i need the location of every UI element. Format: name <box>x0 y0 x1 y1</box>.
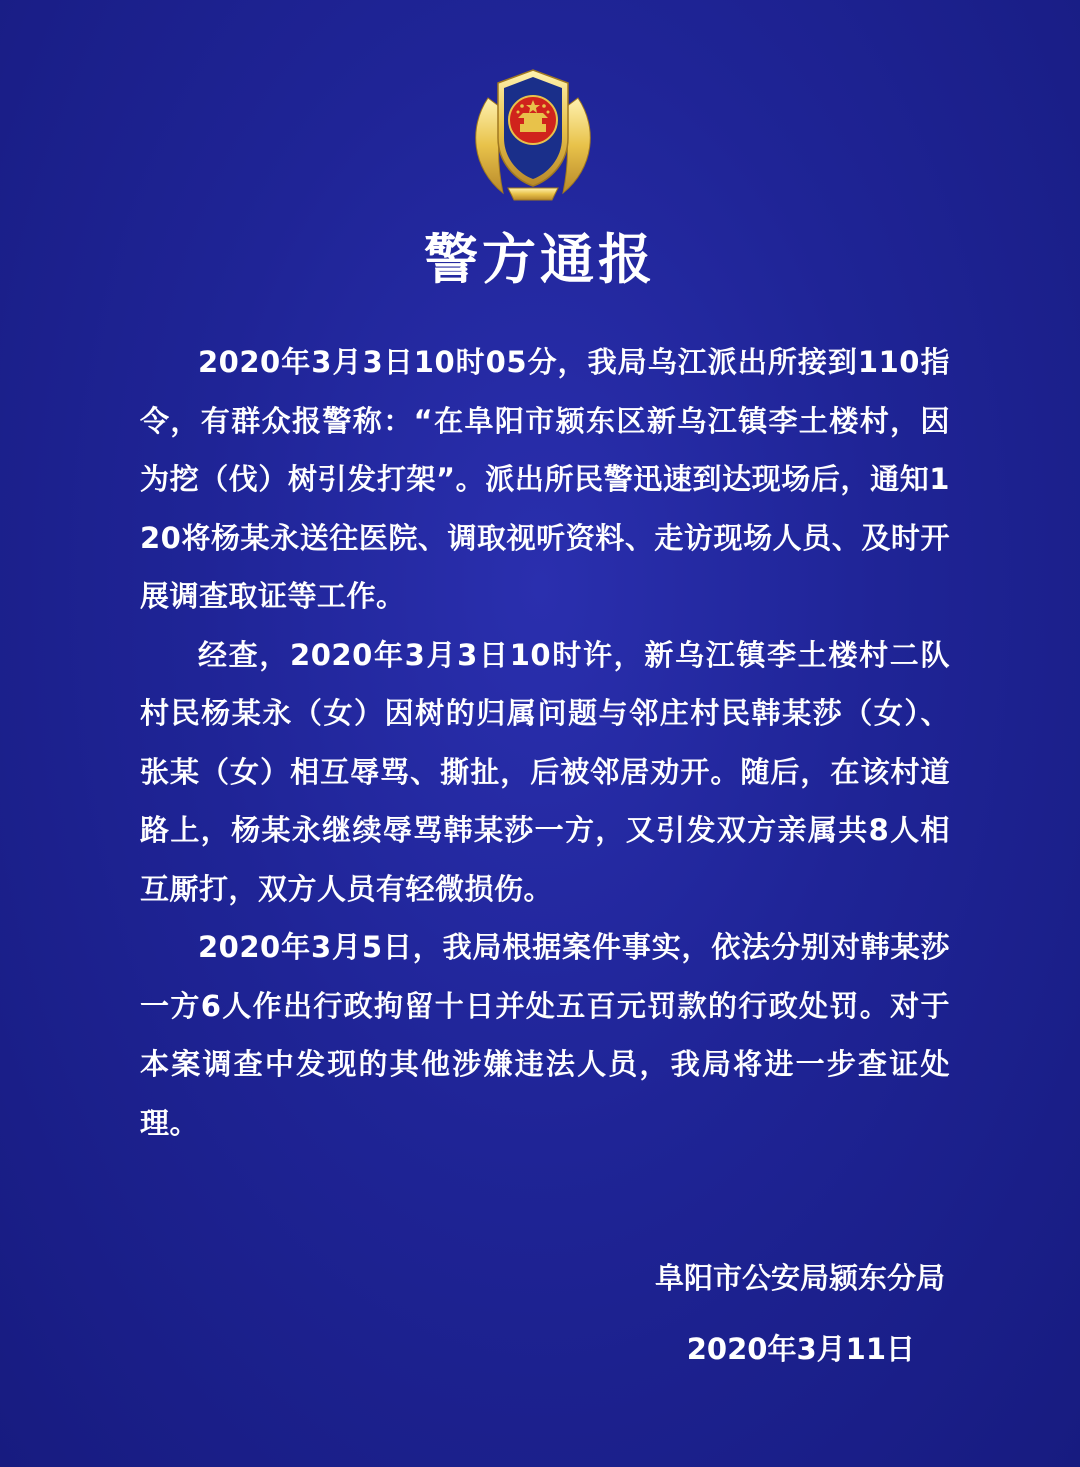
emblem-graphic <box>458 58 608 208</box>
page-title: 警方通报 <box>424 228 656 291</box>
police-emblem-icon <box>458 58 608 208</box>
paragraph-2: 经查，2020年3月3日10时许，新乌江镇李土楼村二队村民杨某永（女）因树的归属问题与邻庄村民韩某莎（女）、张某（女）相互辱骂、撕扯，后被邻居劝开。随后，在该村道路上，杨某永继续辱骂韩某莎一方，又引发双方亲属共8人相互厮打，双方人员有轻微损伤。 <box>140 637 950 906</box>
notice-body <box>140 333 950 1152</box>
signature-date: 2020年3月11日 <box>686 1332 915 1366</box>
paragraph-3: 2020年3月5日，我局根据案件事实，依法分别对韩某莎一方6人作出行政拘留十日并处五百元罚款的行政处罚。对于本案调查中发现的其他涉嫌违法人员，我局将进一步查证处理。 <box>140 930 950 1140</box>
paragraph-1: 2020年3月3日10时05分，我局乌江派出所接到110指令，有群众报警称：“在阜阳市颍东区新乌江镇李土楼村，因为挖（伐）树引发打架”。派出所民警迅速到达现场后，通知120将杨某永送往医院、调取视听资料、走访现场人员、及时开展调查取证等工作。 <box>140 345 950 613</box>
signature-organization: 阜阳市公安局颍东分局 <box>654 1261 945 1295</box>
